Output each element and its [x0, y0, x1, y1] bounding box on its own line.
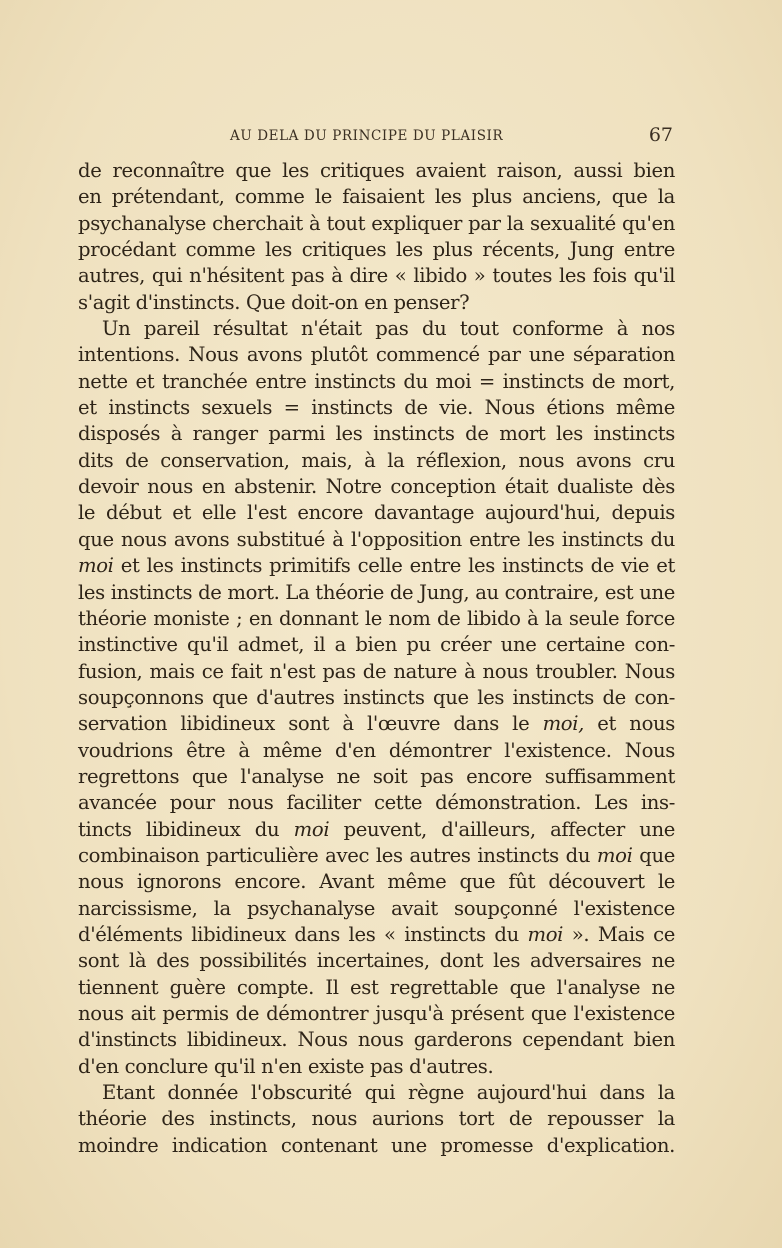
text-line: [78, 948, 675, 974]
text-run: de reconnaître que les critiques avaient raison, aussi bien: [78, 159, 675, 182]
text-line: [78, 685, 675, 711]
body-text: [78, 158, 675, 1159]
text-run: Un pareil résultat n'était pas du tout conforme à nos: [102, 317, 675, 341]
text-line: [78, 896, 675, 922]
italic-text-run: moi: [527, 922, 564, 946]
text-run: dits de conservation, mais, à la réflexion, nous avons cru: [78, 448, 675, 472]
text-run: avancée pour nous faciliter cette démonstration. Les ins-: [78, 791, 675, 815]
italic-text-run: moi: [596, 843, 633, 867]
text-line: [78, 1106, 675, 1132]
text-line: [78, 790, 675, 816]
text-run: d'en conclure qu'il n'en existe pas d'autres.: [78, 1054, 494, 1078]
text-run: d'instincts libidineux. Nous nous garderons cependant bien: [78, 1028, 675, 1052]
text-run: tiennent guère compte. Il est regrettable que l'analyse ne: [78, 975, 675, 999]
text-line: [78, 843, 675, 869]
text-line: [78, 237, 675, 263]
text-line: [78, 738, 675, 764]
text-line: [78, 580, 675, 606]
running-title: AU DELA DU PRINCIPE DU PLAISIR: [230, 128, 504, 144]
text-run: intentions. Nous avons plutôt commencé par une séparation: [78, 343, 675, 367]
text-run: théorie des instincts, nous aurions tort de repousser la: [78, 1107, 675, 1131]
text-run: et instincts sexuels = instincts de vie. Nous étions même: [78, 396, 675, 420]
text-line: [78, 1001, 675, 1027]
text-run: autres, qui n'hésitent pas à dire « libido » toutes les fois qu'il: [78, 264, 675, 288]
text-run: narcissisme, la psychanalyse avait soupçonné l'existence: [78, 896, 675, 920]
text-run: ». Mais ce: [563, 922, 675, 946]
text-run: devoir nous en abstenir. Notre conception était dualiste dès: [78, 475, 675, 499]
text-run: disposés à ranger parmi les instincts de mort les instincts: [78, 422, 675, 446]
text-line: [78, 659, 675, 685]
text-line: [78, 369, 675, 395]
text-run: procédant comme les critiques les plus récents, Jung entre: [78, 238, 675, 262]
text-run: nous ignorons encore. Avant même que fût découvert le: [78, 870, 675, 894]
text-run: que: [632, 843, 675, 867]
text-line: [78, 1054, 675, 1080]
text-line: [78, 263, 675, 289]
text-run: nette et tranchée entre instincts du moi = instincts de mort,: [78, 369, 675, 393]
text-line: [78, 500, 675, 526]
text-run: moindre indication contenant une promesse d'explication.: [78, 1133, 675, 1157]
text-run: regrettons que l'analyse ne soit pas encore suffisamment: [78, 764, 675, 788]
text-run: d'éléments libidineux dans les « instincts du: [78, 922, 528, 946]
text-run: théorie moniste ; en donnant le nom de libido à la seule force: [78, 606, 675, 630]
text-line: [78, 211, 675, 237]
text-line: [78, 395, 675, 421]
text-run: nous ait permis de démontrer jusqu'à présent que l'existence: [78, 1002, 675, 1025]
running-header: [78, 126, 675, 146]
italic-text-run: moi,: [542, 712, 585, 736]
text-line: [78, 817, 675, 843]
text-run: et les instincts primitifs celle entre les instincts de vie et: [113, 554, 675, 578]
text-run: peuvent, d'ailleurs, affecter une: [329, 817, 676, 841]
text-line: [78, 527, 675, 553]
text-run: combinaison particulière avec les autres instincts du: [78, 843, 597, 867]
text-line: [78, 1133, 675, 1159]
text-line: [78, 342, 675, 368]
italic-text-run: moi: [293, 817, 330, 841]
text-run: fusion, mais ce fait n'est pas de nature à nous troubler. Nous: [78, 659, 675, 683]
text-run: sont là des possibilités incertaines, dont les adversaires ne: [78, 949, 675, 973]
text-line: [78, 553, 675, 579]
text-run: les instincts de mort. La théorie de Jung, au contraire, est une: [78, 580, 675, 604]
text-run: servation libidineux sont à l'œuvre dans le: [78, 712, 543, 736]
italic-text-run: moi: [78, 554, 114, 578]
text-line: [78, 922, 675, 948]
text-line: [78, 1080, 675, 1106]
text-line: [78, 316, 675, 342]
text-run: instinctive qu'il admet, il a bien pu créer une certaine con-: [78, 633, 675, 657]
text-run: en prétendant, comme le faisaient les plus anciens, que la: [78, 185, 675, 209]
text-run: Etant donnée l'obscurité qui règne aujourd'hui dans la: [102, 1081, 675, 1105]
text-line: [78, 764, 675, 790]
text-line: [78, 421, 675, 447]
text-line: [78, 184, 675, 210]
text-run: que nous avons substitué à l'opposition entre les instincts du: [78, 527, 675, 551]
text-line: [78, 1027, 675, 1053]
page-number: 67: [648, 124, 673, 146]
text-line: [78, 632, 675, 658]
text-run: psychanalyse cherchait à tout expliquer par la sexualité qu'en: [78, 211, 675, 235]
text-run: tincts libidineux du: [78, 817, 294, 841]
text-run: soupçonnons que d'autres instincts que les instincts de con-: [78, 685, 675, 709]
text-line: [78, 474, 675, 500]
text-run: s'agit d'instincts. Que doit-on en penser?: [78, 290, 470, 314]
text-run: le début et elle l'est encore davantage aujourd'hui, depuis: [78, 501, 675, 525]
text-line: [78, 975, 675, 1001]
text-line: [78, 448, 675, 474]
text-run: voudrions être à même d'en démontrer l'existence. Nous: [78, 738, 675, 762]
text-run: et nous: [584, 712, 675, 736]
text-line: [78, 711, 675, 737]
text-line: [78, 158, 675, 184]
text-line: [78, 869, 675, 895]
text-line: [78, 290, 675, 316]
text-line: [78, 606, 675, 632]
